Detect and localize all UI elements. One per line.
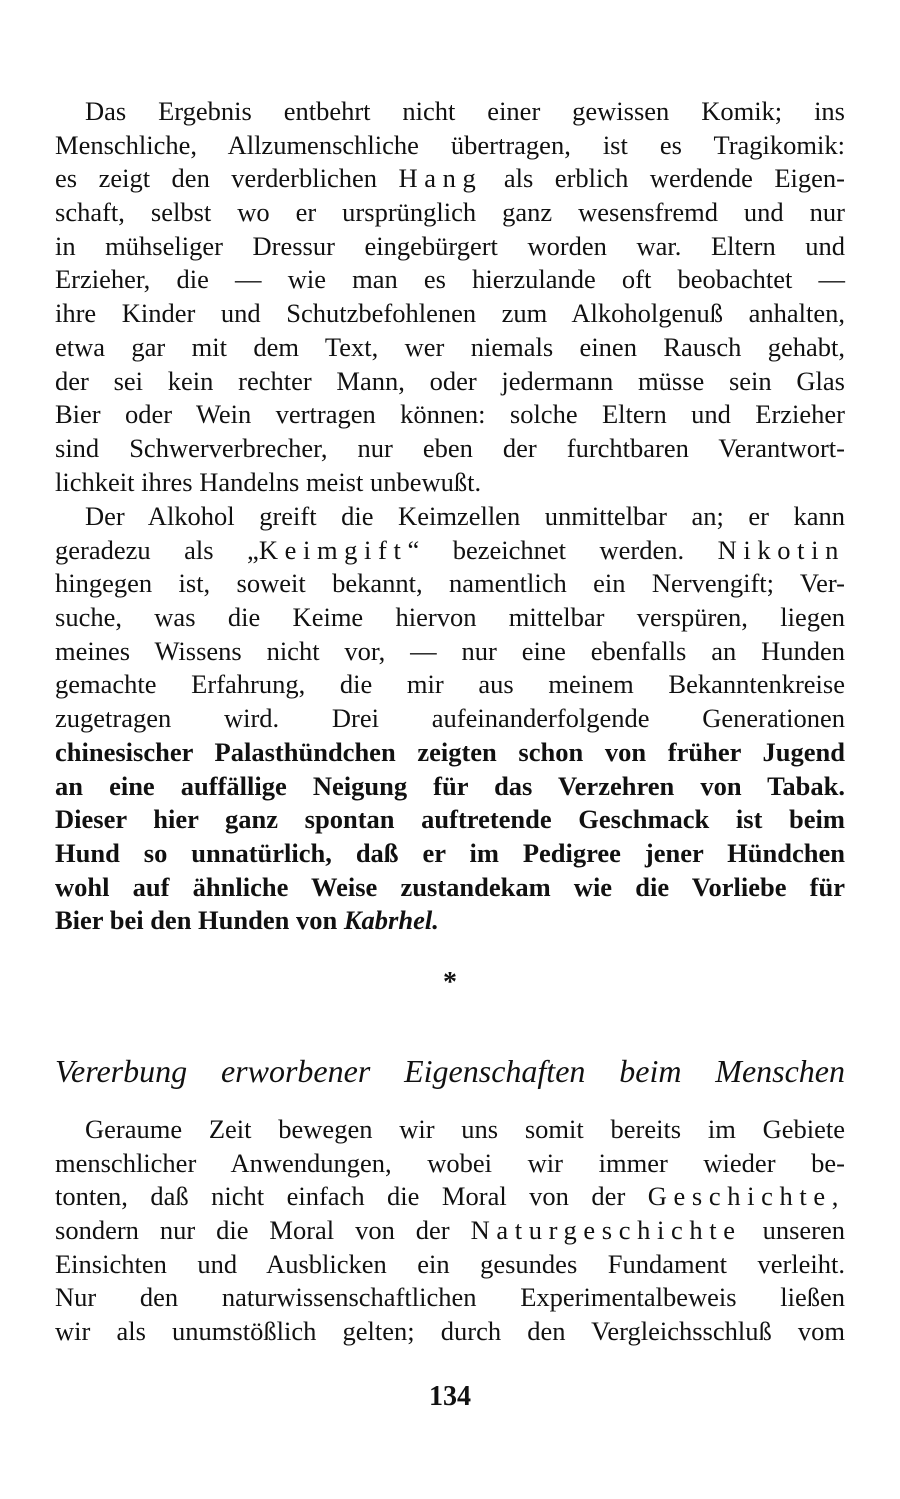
page-number: 134 <box>429 1381 471 1412</box>
text-line: wohl auf ähnliche Weise zustandekam wie die Vorliebe für <box>55 871 845 902</box>
text-line: geradezu als „Keimgift“ bezeichnet werden. Nikotin <box>55 534 845 565</box>
text-line: an eine auffällige Neigung für das Verzehren von Tabak. <box>55 770 845 801</box>
paragraph-alcohol-education <box>55 95 845 499</box>
spaced-emphasis: Nikotin <box>717 534 845 565</box>
text-line: schaft, selbst wo er ursprünglich ganz wesensfremd und nur <box>55 197 845 228</box>
text-line: tonten, daß nicht einfach die Moral von der Geschichte, <box>55 1181 845 1212</box>
text-line: Nur den naturwissenschaftlichen Experimentalbeweis ließen <box>55 1282 845 1313</box>
text-line: menschlicher Anwendungen, wobei wir immer wieder be- <box>55 1147 845 1178</box>
text-line: gemachte Erfahrung, die mir aus meinem Bekanntenkreise <box>55 669 845 700</box>
text-line: hingegen ist, soweit bekannt, namentlich ein Nervengift; Ver- <box>55 568 845 599</box>
text-line: Erzieher, die — wie man es hierzulande oft beobachtet — <box>55 264 845 295</box>
text-line: lichkeit ihres Handelns meist unbewußt. <box>55 466 482 497</box>
paragraph-inheritance <box>55 1113 845 1349</box>
spaced-emphasis: Hang <box>398 163 483 194</box>
text-line: wir als unumstößlich gelten; durch den Vergleichsschluß vom <box>55 1316 845 1347</box>
author-name: Kabrhel. <box>343 905 439 936</box>
text-line: Einsichten und Ausblicken ein gesundes Fundament verleiht. <box>55 1248 845 1279</box>
text-line: Dieser hier ganz spontan auftretende Geschmack ist beim <box>55 804 845 835</box>
spaced-emphasis: Geschichte, <box>647 1181 845 1212</box>
text-line: Geraume Zeit bewegen wir uns somit bereits im Gebiete <box>85 1114 845 1144</box>
text-line: Der Alkohol greift die Keimzellen unmittelbar an; er kann <box>85 501 845 531</box>
text-line: Das Ergebnis entbehrt nicht einer gewissen Komik; ins <box>85 96 845 126</box>
section-heading: Vererbung erworbener Eigenschaften beim Menschen <box>55 1053 845 1089</box>
bold-passage <box>55 736 845 938</box>
spaced-emphasis: Naturgeschichte <box>470 1215 742 1246</box>
text-line: meines Wissens nicht vor, — nur eine ebenfalls an Hunden <box>55 635 845 666</box>
text-line: der sei kein rechter Mann, oder jedermann müsse sein Glas <box>55 365 845 396</box>
text-line: etwa gar mit dem Text, wer niemals einen Rausch gehabt, <box>55 331 845 362</box>
text-line: zugetragen wird. Drei aufeinanderfolgende Generationen <box>55 703 845 734</box>
text-line: es zeigt den verderblichen Hang als erblich werdende Eigen- <box>55 163 845 194</box>
text-line: sind Schwerverbrecher, nur eben der furchtbaren Verantwort- <box>55 432 845 463</box>
spaced-emphasis: Keimgift <box>258 534 408 565</box>
text-line: Hund so unnatürlich, daß er im Pedigree jener Hündchen <box>55 837 845 868</box>
text-line: in mühseliger Dressur eingebürgert worden war. Eltern und <box>55 230 845 261</box>
text-line: suche, was die Keime hiervon mittelbar verspüren, liegen <box>55 602 845 633</box>
text-line: Bier oder Wein vertragen können: solche Eltern und Erzieher <box>55 399 845 430</box>
paragraph-alcohol-nicotine <box>55 500 845 938</box>
text-line: sondern nur die Moral von der Naturgeschichte unseren <box>55 1215 845 1246</box>
text-line: Bier bei den Hunden von Kabrhel. <box>55 905 439 936</box>
text-line: ihre Kinder und Schutzbefohlenen zum Alkoholgenuß anhalten, <box>55 298 845 329</box>
text-line: chinesischer Palasthündchen zeigten schon von früher Jugend <box>55 736 845 767</box>
text-line: Menschliche, Allzumenschliche übertragen, ist es Tragikomik: <box>55 129 845 160</box>
section-separator: * <box>443 967 457 998</box>
